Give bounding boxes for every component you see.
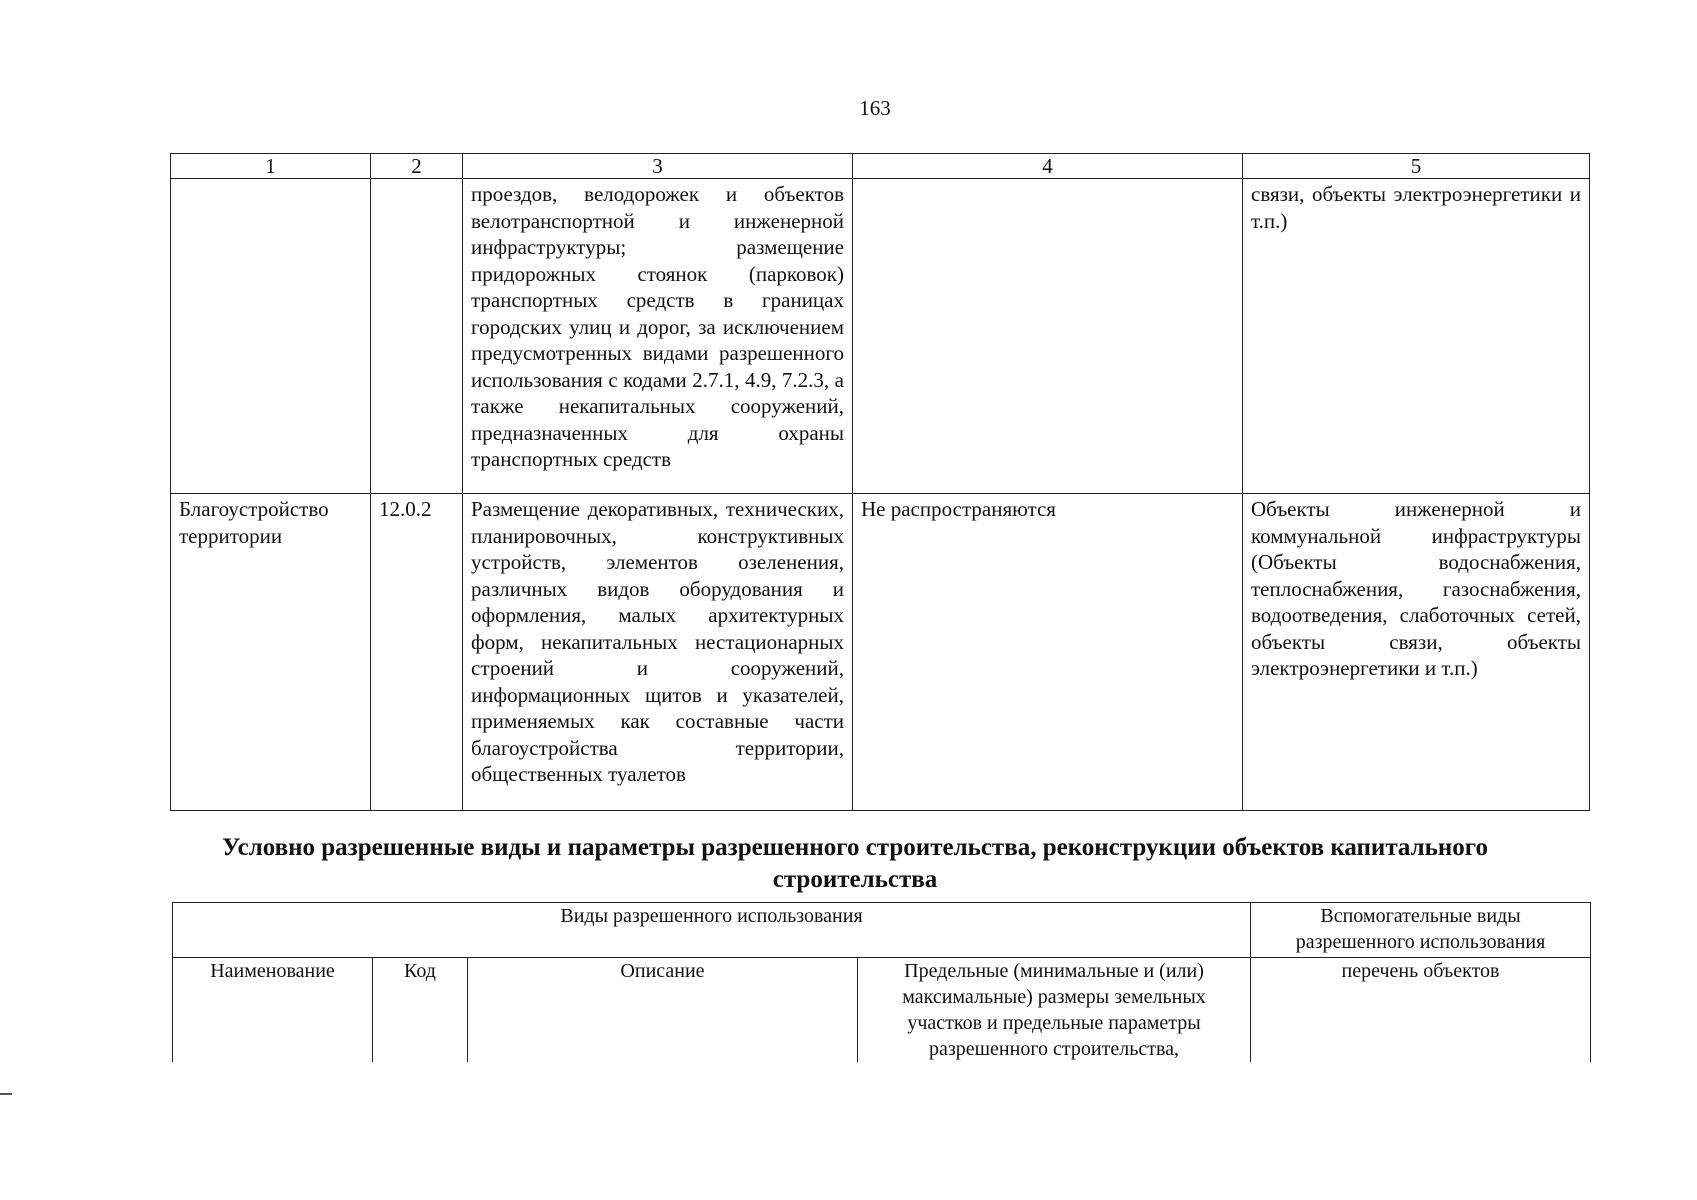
auxiliary-uses-header: Вспомогательные виды разрешенного использования xyxy=(1251,903,1591,958)
use-parameters-cell: Не распространяются xyxy=(853,494,1243,811)
table-row xyxy=(171,179,1590,494)
use-description-cell: проездов, велодорожек и объектов велотранспортной и инженерной инфраструктуры; размещение придорожных стоянок (парковок) транспортных средств в границах городских улиц и дорог, за исключением предусмотренных видами разрешенного использования с кодами 2.7.1, 4.9, 7.2.3, а также некапитальных сооружений, предназначенных для охраны транспортных средств xyxy=(463,179,853,494)
use-description-cell: Размещение декоративных, технических, планировочных, конструктивных устройств, элементов озеленения, различных видов оборудования и оформления, малых архитектурных форм, некапитальных нестационарных строений и сооружений, информационных щитов и указателей, применяемых как составные части благоустройства территории, общественных туалетов xyxy=(463,494,853,811)
column-number: 5 xyxy=(1243,154,1590,179)
auxiliary-uses-cell: Объекты инженерной и коммунальной инфраструктуры (Объекты водоснабжения, теплоснабжения, газоснабжения, водоотведения, слаботочных сетей, объекты связи, объекты электроэнергетики и т.п.) xyxy=(1243,494,1590,811)
column-header-row xyxy=(173,958,1591,1063)
column-number: 1 xyxy=(171,154,371,179)
land-use-table xyxy=(170,153,1590,811)
auxiliary-uses-cell: связи, объекты электроэнергетики и т.п.) xyxy=(1243,179,1590,494)
section-title: Условно разрешенные виды и параметры разрешенного строительства, реконструкции объектов капитального строительства xyxy=(221,834,1489,893)
column-number: 2 xyxy=(371,154,463,179)
group-header-row xyxy=(173,903,1591,958)
parameters-column-header: Предельные (минимальные и (или) максимальные) размеры земельных участков и предельные параметры разрешенного строительства, xyxy=(858,958,1251,1063)
page-number: 163 xyxy=(859,96,891,120)
conditional-use-table xyxy=(172,902,1591,1062)
column-number-row xyxy=(171,154,1590,179)
main-uses-header: Виды разрешенного использования xyxy=(173,903,1251,958)
description-column-header: Описание xyxy=(468,958,858,1063)
use-parameters-cell xyxy=(853,179,1243,494)
code-column-header: Код xyxy=(373,958,468,1063)
scan-edge-mark xyxy=(0,1093,12,1095)
objects-list-column-header: перечень объектов xyxy=(1251,958,1591,1063)
use-code-cell: 12.0.2 xyxy=(371,494,463,811)
column-number: 4 xyxy=(853,154,1243,179)
table-row xyxy=(171,494,1590,811)
column-number: 3 xyxy=(463,154,853,179)
use-name-cell: Благоустройство территории xyxy=(171,494,371,811)
use-code-cell xyxy=(371,179,463,494)
use-name-cell xyxy=(171,179,371,494)
name-column-header: Наименование xyxy=(173,958,373,1063)
